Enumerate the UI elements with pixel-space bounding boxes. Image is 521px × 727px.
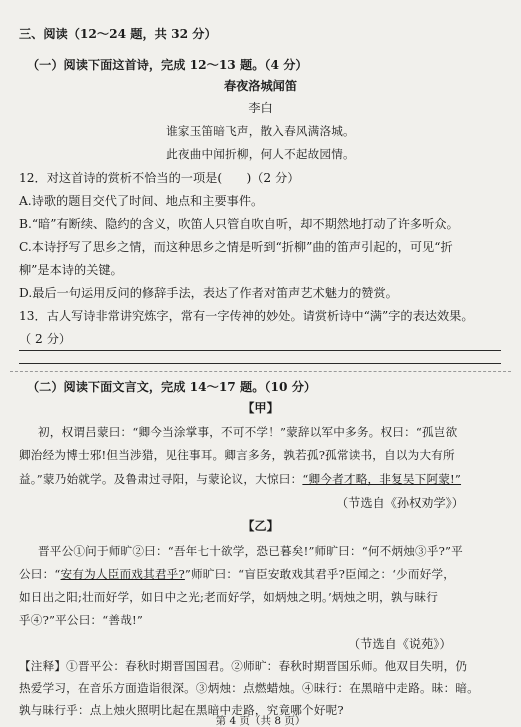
- q12-option-a: A.诗歌的题目交代了时间、地点和主要事件。: [19, 194, 264, 208]
- page-footer: 第 4 页（共 8 页）: [215, 715, 306, 727]
- poem-line-2: 此夜曲中闻折柳，何人不起故园情。: [166, 147, 355, 161]
- jia-source: （节选自《孙权劝学》）: [336, 496, 464, 510]
- yi-line-2: 公曰：“安有为人臣而戏其君乎?”师旷曰：“盲臣安敢戏其君乎?臣闻之：‘少而好学，: [19, 567, 456, 581]
- jia-line-1: 初，权谓吕蒙曰：“卿今当涂掌事，不可不学！”蒙辞以军中多务。权曰：“孤岂欲: [38, 425, 458, 439]
- notes-line-2: 热爱学习，在音乐方面造诣很深。③炳烛：点燃蜡烛。④昧行：在黑暗中走路。昧：暗。: [19, 681, 479, 695]
- poem-author: 李白: [248, 101, 273, 115]
- q13-stem-line2: （ 2 分）: [19, 332, 72, 346]
- q12-option-c-line2: 柳”是本诗的关键。: [19, 263, 123, 277]
- section-divider: [10, 371, 511, 372]
- notes-line-3: 孰与昧行乎：点上烛火照明比起在黑暗中走路，究竟哪个好呢?: [19, 703, 344, 717]
- part1-heading: （一）阅读下面这首诗，完成 12～13 题。（4 分）: [27, 58, 308, 72]
- answer-line-2: [19, 363, 501, 364]
- yi-title: 【乙】: [242, 519, 279, 533]
- part2-heading: （二）阅读下面文言文，完成 14～17 题。（10 分）: [27, 380, 317, 394]
- yi-line-3: 如日出之阳;壮而好学，如日中之光;老而好学，如炳烛之明。’炳烛之明，孰与昧行: [19, 590, 439, 604]
- notes-line-1: 【注释】①晋平公：春秋时期晋国国君。②师旷：春秋时期晋国乐师。他双目失明，仍: [19, 659, 468, 673]
- q12-option-b: B.“暗”有断续、隐约的含义，吹笛人只管自吹自听，却不期然地打动了许多听众。: [19, 217, 459, 231]
- yi-source: （节选自《说苑》）: [348, 637, 452, 651]
- jia-title: 【甲】: [242, 401, 279, 415]
- jia-line-3: 益。”蒙乃始就学。及鲁肃过寻阳，与蒙论议，大惊曰：“卿今者才略，非复吴下阿蒙!”: [19, 472, 462, 486]
- poem-line-1: 谁家玉笛暗飞声，散入春风满洛城。: [166, 124, 355, 138]
- yi-line-4: 乎④?”平公曰：“善哉!”: [19, 613, 144, 627]
- q12-option-c-line1: C.本诗抒写了思乡之情，而这种思乡之情是听到“折柳”曲的笛声引起的，可见“折: [19, 240, 453, 254]
- q12-option-d: D.最后一句运用反问的修辞手法，表达了作者对笛声艺术魅力的赞赏。: [19, 286, 398, 300]
- q12-stem: 12．对这首诗的赏析不恰当的一项是( )（2 分）: [19, 171, 300, 185]
- yi-line-1: 晋平公①问于师旷②曰：“吾年七十欲学，恐已暮矣!”师旷曰：“何不炳烛③乎?”平: [38, 544, 463, 558]
- answer-line-1: [19, 350, 501, 351]
- q13-stem-line1: 13．古人写诗非常讲究炼字，常有一字传神的妙处。请赏析诗中“满”字的表达效果。: [19, 309, 474, 323]
- yi-underlined-sentence: 安有为人臣而戏其君乎?: [60, 567, 185, 581]
- jia-underlined-quote: “卿今者才略，非复吴下阿蒙!”: [302, 472, 462, 486]
- jia-line-2: 卿治经为博士邪!但当涉猎，见往事耳。卿言多务，孰若孤?孤常读书，自以为大有所: [19, 448, 455, 462]
- section-heading: 三、阅读（12～24 题，共 32 分）: [19, 27, 217, 41]
- poem-title: 春夜洛城闻笛: [223, 79, 298, 93]
